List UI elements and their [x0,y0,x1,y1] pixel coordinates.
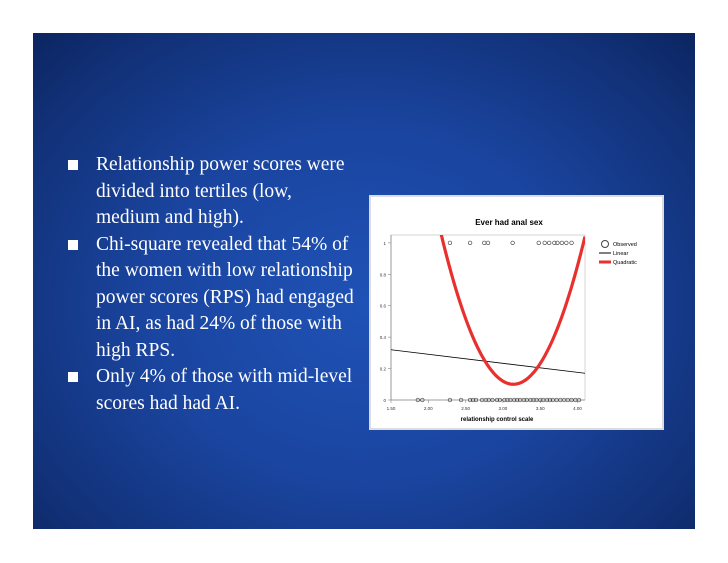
x-tick-label: 3.00 [498,406,508,411]
y-tick-label: 0 [383,398,386,403]
bullet-item [68,232,358,365]
y-tick-label: 0.4 [379,335,386,341]
chart [369,195,664,430]
x-tick-label: 2.00 [423,406,433,411]
chart-svg [369,195,664,430]
square-bullet-icon [68,240,78,250]
y-tick-label: 0.6 [379,303,386,309]
legend-linear-label: Linear [613,251,629,257]
chart-panel [371,197,662,428]
bullet-item [68,364,358,417]
square-bullet-icon [68,372,78,382]
square-bullet-icon [68,160,78,170]
y-tick-label: 1 [383,240,386,246]
x-tick-label: 3.50 [535,406,545,411]
legend-observed-label: Observed [613,242,637,248]
y-tick-label: 0.2 [379,366,386,372]
x-tick-label: 1.50 [386,406,396,411]
bullet-list [68,152,358,417]
legend-quadratic-label: Quadratic [613,260,637,266]
y-tick-label: 0.8 [379,272,386,278]
bullet-text: Chi-square revealed that 54% of the women with low relationship power scores (RPS) had engaged in AI, as had 24% of those with high RPS. [96,233,354,361]
x-axis-label: relationship control scale [460,417,534,423]
chart-title: Ever had anal sex [475,218,543,227]
bullet-text: Only 4% of those with mid-level scores had had AI. [96,366,353,414]
bullet-item [68,152,358,232]
x-tick-label: 4.00 [573,406,582,411]
bullet-text: Relationship power scores were divided into tertiles (low, medium and high). [96,154,345,228]
x-tick-label: 2.50 [461,406,470,411]
